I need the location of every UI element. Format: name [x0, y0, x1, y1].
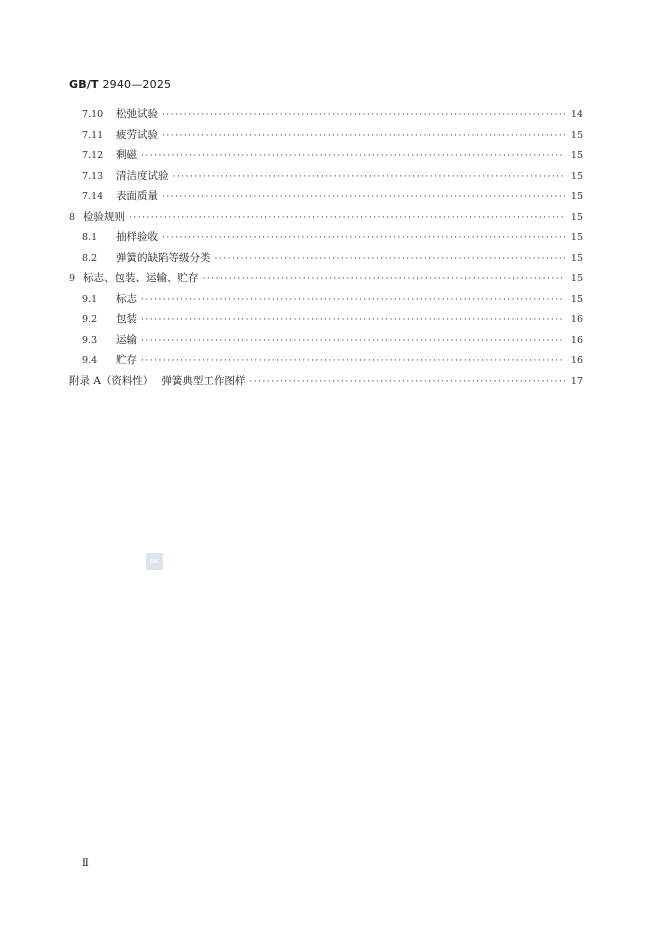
- toc-dot-leader: [141, 151, 565, 161]
- toc-entry-page: 16: [570, 334, 583, 346]
- toc-entry-number: 9.3: [82, 334, 98, 346]
- toc-dot-leader: [162, 110, 565, 120]
- toc-entry-title: 贮存: [116, 354, 137, 366]
- toc-entry-title: 检验规则: [83, 210, 125, 223]
- page-number: Ⅱ: [82, 858, 88, 869]
- toc-entry[interactable]: [69, 188, 583, 209]
- toc-dot-leader: [141, 356, 565, 366]
- toc-entry-title: 运输: [116, 333, 137, 346]
- toc-entry[interactable]: [69, 311, 583, 332]
- toc-entry-number: 9: [69, 273, 76, 284]
- toc-entry-page: 15: [570, 232, 583, 243]
- toc-dot-leader: [162, 131, 565, 141]
- toc-entry-number: 7.13: [82, 170, 104, 182]
- toc-entry[interactable]: [69, 209, 583, 230]
- toc-entry-page: 16: [570, 314, 583, 325]
- toc-entry-title: 弹簧典型工作图样: [161, 374, 246, 387]
- toc-dot-leader: [141, 315, 565, 325]
- watermark-logo: [146, 553, 163, 570]
- toc-entry-number: 附录 A（资料性）: [69, 374, 154, 387]
- toc-entry-title: 清洁度试验: [116, 169, 169, 182]
- toc-entry-page: 15: [570, 129, 583, 141]
- toc-dot-leader: [215, 254, 566, 264]
- toc-entry-page: 15: [570, 293, 583, 305]
- toc-entry-number: 7.10: [82, 109, 104, 120]
- toc-entry-page: 15: [570, 273, 583, 284]
- toc-dot-leader: [162, 233, 565, 243]
- toc-entry[interactable]: [69, 291, 583, 312]
- toc-entry[interactable]: [69, 250, 583, 271]
- toc-entry-number: 8.2: [82, 252, 98, 264]
- toc-entry-title: 疲劳试验: [116, 128, 158, 141]
- toc-entry-number: 9.2: [82, 314, 98, 325]
- toc-entry-title: 包装: [116, 313, 137, 325]
- toc-entry[interactable]: [69, 352, 583, 373]
- toc-entry-page: 15: [570, 191, 583, 202]
- toc-dot-leader: [129, 213, 565, 223]
- toc-entry-page: 17: [570, 375, 583, 387]
- toc-entry-number: 9.4: [82, 355, 98, 366]
- toc-entry[interactable]: [69, 270, 583, 291]
- toc-entry-page: 16: [570, 355, 583, 366]
- standard-number: 2940—2025: [102, 78, 172, 91]
- toc-entry-title: 标志: [116, 292, 137, 305]
- toc-entry-page: 15: [570, 170, 583, 182]
- toc-dot-leader: [141, 295, 565, 305]
- toc-dot-leader: [173, 172, 566, 182]
- watermark-text: SAC: [149, 558, 160, 565]
- toc-dot-leader: [141, 336, 565, 346]
- toc-entry[interactable]: [69, 106, 583, 127]
- toc-entry-title: 松弛试验: [116, 108, 158, 120]
- toc-entry-title: 表面质量: [116, 190, 158, 202]
- toc-entry[interactable]: [69, 373, 583, 394]
- toc-entry-page: 14: [570, 109, 583, 120]
- toc-dot-leader: [203, 274, 566, 284]
- toc-entry-number: 8.1: [82, 232, 98, 243]
- toc-entry[interactable]: [69, 229, 583, 250]
- toc-entry[interactable]: [69, 168, 583, 189]
- toc-entry[interactable]: [69, 147, 583, 168]
- toc-entry-number: 7.12: [82, 150, 104, 161]
- toc-entry-number: 7.14: [82, 191, 104, 202]
- table-of-contents: [69, 106, 583, 393]
- toc-entry[interactable]: [69, 332, 583, 353]
- toc-dot-leader: [249, 377, 565, 387]
- toc-entry-number: 8: [69, 211, 76, 223]
- toc-dot-leader: [162, 192, 565, 202]
- toc-entry-page: 15: [570, 150, 583, 161]
- standard-prefix: GB/T: [69, 78, 99, 91]
- toc-entry-number: 7.11: [82, 129, 104, 141]
- standard-code-header: [69, 78, 171, 91]
- toc-entry-title: 弹簧的缺陷等级分类: [116, 251, 211, 264]
- toc-entry-page: 15: [570, 252, 583, 264]
- toc-entry-number: 9.1: [82, 293, 98, 305]
- toc-entry-page: 15: [570, 211, 583, 223]
- toc-entry[interactable]: [69, 127, 583, 148]
- toc-entry-title: 标志、包装、运输、贮存: [83, 272, 199, 284]
- toc-entry-title: 抽样验收: [116, 231, 158, 243]
- toc-entry-title: 剩磁: [116, 149, 137, 161]
